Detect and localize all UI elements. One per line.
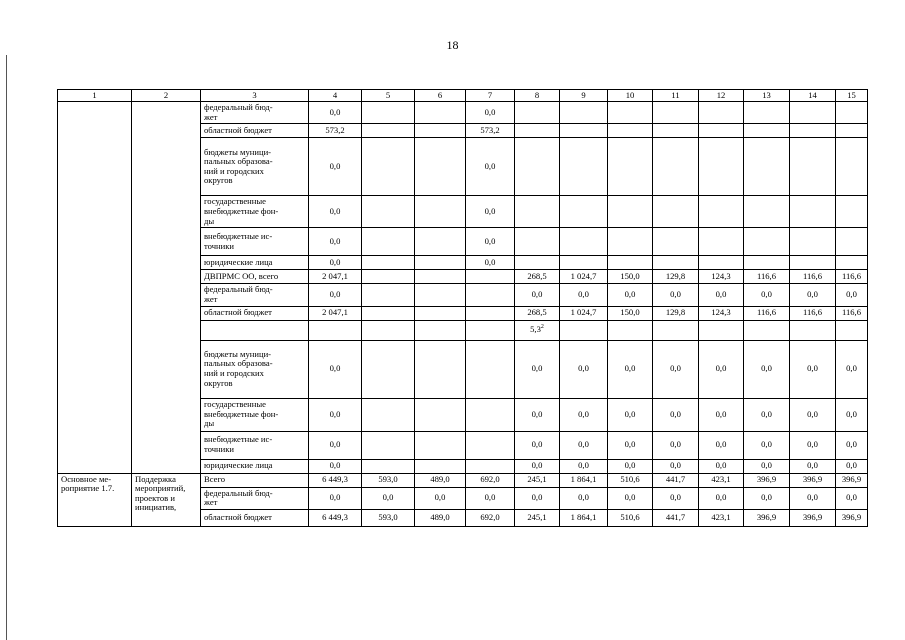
value-cell: 1 024,7 — [560, 270, 608, 284]
value-cell: 0,0 — [608, 431, 653, 459]
value-cell: 0,0 — [560, 284, 608, 306]
value-cell: 0,0 — [744, 459, 790, 473]
value-cell: 0,0 — [560, 431, 608, 459]
value-cell — [466, 398, 515, 431]
value-cell: 268,5 — [515, 306, 560, 320]
value-cell — [790, 124, 836, 138]
funding-source-label: областной бюджет — [201, 124, 309, 138]
value-cell: 0,0 — [466, 256, 515, 270]
column-number-header: 3 — [201, 90, 309, 102]
value-cell — [415, 398, 466, 431]
column-number-header: 6 — [415, 90, 466, 102]
value-cell: 0,0 — [699, 431, 744, 459]
value-cell: 1 024,7 — [560, 306, 608, 320]
value-cell — [560, 228, 608, 256]
value-cell — [362, 270, 415, 284]
value-cell: 0,0 — [309, 228, 362, 256]
value-cell: 0,0 — [744, 340, 790, 398]
value-cell: 6 449,3 — [309, 509, 362, 526]
value-cell: 396,9 — [790, 509, 836, 526]
value-cell: 0,0 — [790, 398, 836, 431]
value-cell — [608, 102, 653, 124]
value-cell — [560, 320, 608, 340]
value-cell: 0,0 — [466, 487, 515, 509]
value-cell — [362, 306, 415, 320]
funding-source-label: бюджеты муници- пальных образова- ний и городских округов — [201, 340, 309, 398]
value-cell — [836, 138, 868, 196]
value-cell — [362, 340, 415, 398]
value-cell: 423,1 — [699, 473, 744, 487]
value-cell: 116,6 — [836, 270, 868, 284]
value-cell — [653, 320, 699, 340]
value-cell: 0,0 — [836, 487, 868, 509]
value-cell: 0,0 — [415, 487, 466, 509]
value-cell: 396,9 — [836, 473, 868, 487]
value-cell: 0,0 — [653, 487, 699, 509]
value-cell — [415, 431, 466, 459]
value-cell: 0,0 — [309, 256, 362, 270]
measure-name-cell: Основное ме- роприятие 1.7. — [58, 473, 132, 526]
value-cell: 489,0 — [415, 509, 466, 526]
value-cell — [653, 196, 699, 228]
value-cell: 0,0 — [653, 398, 699, 431]
funding-source-label: юридические лица — [201, 256, 309, 270]
value-cell: 0,0 — [309, 196, 362, 228]
value-cell — [560, 102, 608, 124]
value-cell — [560, 196, 608, 228]
value-cell: 0,0 — [836, 459, 868, 473]
value-cell: 0,0 — [699, 487, 744, 509]
funding-source-label: ДВПРМС ОО, всего — [201, 270, 309, 284]
value-cell — [415, 138, 466, 196]
value-cell — [653, 228, 699, 256]
value-cell — [608, 256, 653, 270]
value-cell: 150,0 — [608, 306, 653, 320]
value-cell: 0,0 — [699, 284, 744, 306]
value-cell: 6 449,3 — [309, 473, 362, 487]
value-cell — [699, 320, 744, 340]
column-number-header: 5 — [362, 90, 415, 102]
value-cell: 441,7 — [653, 509, 699, 526]
value-cell — [653, 102, 699, 124]
value-cell: 1 864,1 — [560, 509, 608, 526]
value-cell: 692,0 — [466, 509, 515, 526]
value-cell — [790, 228, 836, 256]
budget-table — [57, 89, 868, 527]
value-cell: 0,0 — [653, 459, 699, 473]
value-cell — [466, 459, 515, 473]
value-cell — [608, 320, 653, 340]
value-cell: 489,0 — [415, 473, 466, 487]
funding-source-label: внебюджетные ис- точники — [201, 431, 309, 459]
value-cell: 129,8 — [653, 270, 699, 284]
value-cell — [836, 102, 868, 124]
value-cell — [362, 138, 415, 196]
value-cell: 0,0 — [560, 459, 608, 473]
value-cell: 1 864,1 — [560, 473, 608, 487]
value-cell — [836, 124, 868, 138]
value-cell — [415, 320, 466, 340]
funding-source-label: государственные внебюджетные фон- ды — [201, 196, 309, 228]
value-cell — [608, 124, 653, 138]
value-cell: 396,9 — [836, 509, 868, 526]
funding-source-label: Всего — [201, 473, 309, 487]
value-cell — [744, 102, 790, 124]
column-number-header: 10 — [608, 90, 653, 102]
value-cell — [515, 124, 560, 138]
value-cell — [415, 459, 466, 473]
value-cell: 2 047,1 — [309, 270, 362, 284]
value-cell: 0,0 — [608, 459, 653, 473]
value-cell — [466, 284, 515, 306]
value-cell — [790, 320, 836, 340]
funding-source-label: областной бюджет — [201, 509, 309, 526]
funding-source-label — [201, 320, 309, 340]
funding-source-label: юридические лица — [201, 459, 309, 473]
column-number-row — [58, 90, 868, 102]
value-cell — [699, 228, 744, 256]
value-cell: 0,0 — [790, 431, 836, 459]
measure-description-cell — [132, 102, 201, 474]
value-cell — [515, 256, 560, 270]
value-cell: 0,0 — [560, 487, 608, 509]
value-cell: 0,0 — [653, 284, 699, 306]
value-cell: 0,0 — [653, 431, 699, 459]
value-cell: 0,0 — [515, 340, 560, 398]
value-cell: 0,0 — [608, 284, 653, 306]
value-cell: 150,0 — [608, 270, 653, 284]
value-cell: 0,0 — [608, 398, 653, 431]
value-cell — [699, 124, 744, 138]
value-cell: 0,0 — [744, 398, 790, 431]
value-cell: 0,0 — [744, 284, 790, 306]
value-cell: 0,0 — [790, 340, 836, 398]
column-number-header: 8 — [515, 90, 560, 102]
value-cell: 0,0 — [836, 284, 868, 306]
value-cell: 593,0 — [362, 509, 415, 526]
value-cell: 0,0 — [744, 431, 790, 459]
value-cell — [836, 228, 868, 256]
value-cell — [362, 124, 415, 138]
value-cell: 245,1 — [515, 509, 560, 526]
value-cell: 692,0 — [466, 473, 515, 487]
value-cell — [744, 256, 790, 270]
value-cell — [608, 138, 653, 196]
value-cell — [362, 431, 415, 459]
funding-source-label: федеральный бюд- жет — [201, 284, 309, 306]
value-cell: 0,0 — [309, 431, 362, 459]
value-cell: 593,0 — [362, 473, 415, 487]
value-cell — [466, 270, 515, 284]
value-cell: 396,9 — [744, 473, 790, 487]
footnote-marker: 2 — [540, 324, 544, 331]
column-number-header: 13 — [744, 90, 790, 102]
value-cell — [790, 138, 836, 196]
value-cell — [699, 138, 744, 196]
value-cell: 441,7 — [653, 473, 699, 487]
value-cell: 0,0 — [466, 228, 515, 256]
value-cell: 245,1 — [515, 473, 560, 487]
column-number-header: 2 — [132, 90, 201, 102]
measure-name-cell — [58, 102, 132, 474]
value-cell — [362, 228, 415, 256]
value-cell — [744, 228, 790, 256]
value-cell: 268,5 — [515, 270, 560, 284]
value-cell: 0,0 — [515, 487, 560, 509]
value-cell — [699, 196, 744, 228]
value-cell: 0,0 — [653, 340, 699, 398]
column-number-header: 1 — [58, 90, 132, 102]
value-cell — [362, 102, 415, 124]
funding-source-label: государственные внебюджетные фон- ды — [201, 398, 309, 431]
value-cell — [836, 196, 868, 228]
value-cell — [362, 459, 415, 473]
value-cell: 0,0 — [699, 459, 744, 473]
value-cell — [362, 284, 415, 306]
value-cell: 129,8 — [653, 306, 699, 320]
value-cell: 396,9 — [744, 509, 790, 526]
value-cell: 116,6 — [790, 270, 836, 284]
value-cell — [362, 196, 415, 228]
value-cell: 0,0 — [790, 459, 836, 473]
value-cell: 0,0 — [699, 398, 744, 431]
column-number-header: 11 — [653, 90, 699, 102]
value-cell — [415, 340, 466, 398]
value-cell: 116,6 — [744, 270, 790, 284]
value-cell — [415, 124, 466, 138]
value-cell: 116,6 — [836, 306, 868, 320]
value-cell — [362, 256, 415, 270]
value-cell: 0,0 — [309, 138, 362, 196]
funding-source-label: внебюджетные ис- точники — [201, 228, 309, 256]
column-number-header: 14 — [790, 90, 836, 102]
value-cell: 0,0 — [309, 102, 362, 124]
value-cell — [515, 196, 560, 228]
value-cell: 0,0 — [560, 340, 608, 398]
value-cell — [515, 102, 560, 124]
value-cell — [560, 256, 608, 270]
value-cell — [466, 320, 515, 340]
value-cell — [608, 228, 653, 256]
value-cell: 0,0 — [309, 284, 362, 306]
funding-source-label: федеральный бюд- жет — [201, 102, 309, 124]
value-cell: 0,0 — [560, 398, 608, 431]
value-cell — [836, 320, 868, 340]
value-cell — [699, 256, 744, 270]
value-cell: 0,0 — [515, 284, 560, 306]
value-cell — [415, 196, 466, 228]
value-cell: 0,0 — [309, 487, 362, 509]
value-cell: 0,0 — [309, 340, 362, 398]
value-cell: 0,0 — [836, 340, 868, 398]
value-cell — [415, 270, 466, 284]
value-cell: 0,0 — [699, 340, 744, 398]
value-cell — [466, 306, 515, 320]
table-row — [58, 102, 868, 124]
value-cell — [560, 124, 608, 138]
page-number: 18 — [446, 38, 459, 52]
value-cell: 0,0 — [608, 340, 653, 398]
value-cell — [744, 138, 790, 196]
value-cell — [699, 102, 744, 124]
measure-description-cell: Поддержка мероприятий, проектов и инициатив, — [132, 473, 201, 526]
value-cell: 0,0 — [466, 196, 515, 228]
column-number-header: 7 — [466, 90, 515, 102]
value-cell — [790, 256, 836, 270]
value-cell — [466, 340, 515, 398]
value-cell: 396,9 — [790, 473, 836, 487]
value-cell: 0,0 — [790, 284, 836, 306]
value-cell: 423,1 — [699, 509, 744, 526]
column-number-header: 9 — [560, 90, 608, 102]
value-cell: 0,0 — [790, 487, 836, 509]
value-cell: 573,2 — [466, 124, 515, 138]
value-cell — [362, 320, 415, 340]
value-cell — [653, 124, 699, 138]
value-cell — [515, 138, 560, 196]
value-cell: 0,0 — [309, 459, 362, 473]
value-cell — [515, 228, 560, 256]
value-cell — [362, 398, 415, 431]
value-cell: 0,0 — [466, 138, 515, 196]
value-cell — [415, 228, 466, 256]
value-cell — [744, 320, 790, 340]
value-cell: 0,0 — [515, 431, 560, 459]
value-cell — [415, 102, 466, 124]
value-cell — [415, 284, 466, 306]
value-cell: 0,0 — [836, 398, 868, 431]
value-cell — [560, 138, 608, 196]
value-cell — [836, 256, 868, 270]
column-number-header: 15 — [836, 90, 868, 102]
value-cell: $5,3^2$ — [515, 320, 560, 340]
value-cell: 573,2 — [309, 124, 362, 138]
funding-source-label: областной бюджет — [201, 306, 309, 320]
funding-source-label: федеральный бюд- жет — [201, 487, 309, 509]
value-cell — [415, 256, 466, 270]
value-cell — [790, 196, 836, 228]
value-cell — [653, 256, 699, 270]
value-cell — [608, 196, 653, 228]
value-cell: 0,0 — [309, 398, 362, 431]
value-cell: 0,0 — [362, 487, 415, 509]
value-cell: 0,0 — [744, 487, 790, 509]
value-cell — [466, 431, 515, 459]
value-cell: 116,6 — [790, 306, 836, 320]
table-row — [58, 473, 868, 487]
value-cell: 124,3 — [699, 270, 744, 284]
value-cell — [309, 320, 362, 340]
value-cell: 124,3 — [699, 306, 744, 320]
value-cell — [415, 306, 466, 320]
value-cell: 510,6 — [608, 509, 653, 526]
funding-source-label: бюджеты муници- пальных образова- ний и городских округов — [201, 138, 309, 196]
value-cell — [790, 102, 836, 124]
value-cell: 0,0 — [466, 102, 515, 124]
page-edge-line — [6, 55, 7, 640]
value-cell: 0,0 — [608, 487, 653, 509]
column-number-header: 4 — [309, 90, 362, 102]
value-cell: 0,0 — [836, 431, 868, 459]
value-cell: 510,6 — [608, 473, 653, 487]
value-cell: 116,6 — [744, 306, 790, 320]
column-number-header: 12 — [699, 90, 744, 102]
value-cell — [653, 138, 699, 196]
value-cell: 0,0 — [515, 459, 560, 473]
value-cell — [744, 196, 790, 228]
value-cell: 0,0 — [515, 398, 560, 431]
value-cell — [744, 124, 790, 138]
value-cell: 2 047,1 — [309, 306, 362, 320]
